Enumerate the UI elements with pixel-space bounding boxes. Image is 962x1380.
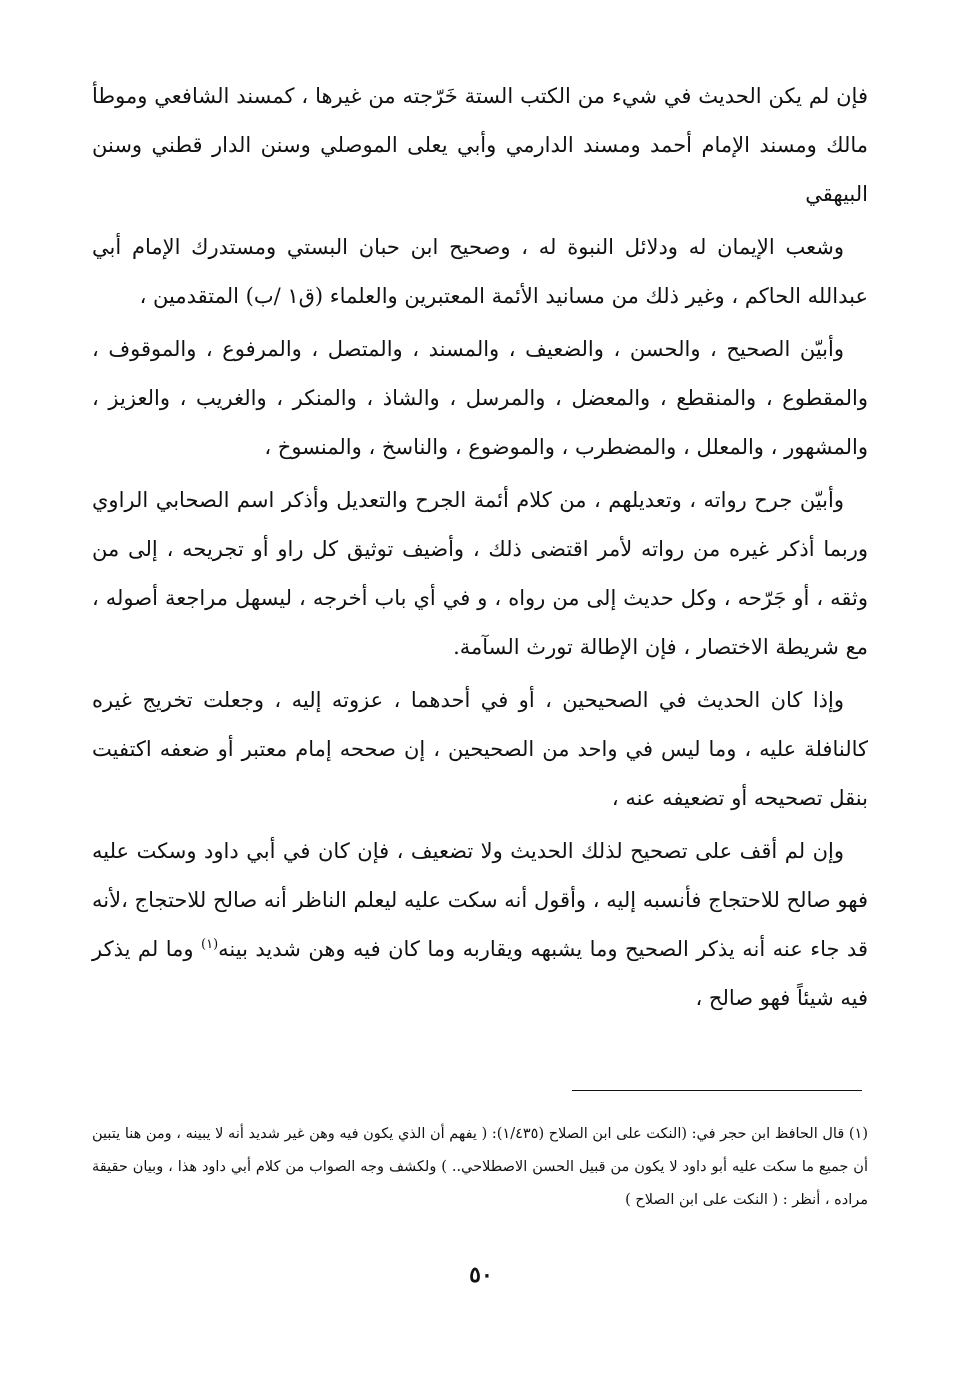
- paragraph-6-text-before: وإن لم أقف على تصحيح لذلك الحديث ولا تضعيف ، فإن كان في أبي داود وسكت عليه فهو صالح للاحتجاج فأنسبه إليه ، وأقول أنه سكت عليه ليعلم الناظر أنه صالح للاحتجاج ،لأنه قد جاء عنه أنه يذكر الصحيح وما يشبهه ويقاربه وما كان فيه وهن شديد بينه: [92, 839, 868, 961]
- footnote-reference[interactable]: (١): [201, 937, 219, 952]
- footnote: (١) قال الحافظ ابن حجر في: (النكت على ابن الصلاح (١/٤٣٥): ( يفهم أن الذي يكون فيه وهن غير شديد أنه لا يبينه ، ومن هنا يتبين أن جميع ما سكت عليه أبو داود لا يكون من قبيل الحسن الاصطلاحي.. ) ولكشف وجه الصواب من كلام أبي داود هذا ، وبيان حقيقة مراده ، أنظر : ( النكت على ابن الصلاح ): [92, 1126, 868, 1208]
- paragraph-4: وأبيّن جرح رواته ، وتعديلهم ، من كلام أئمة الجرح والتعديل وأذكر اسم الصحابي الراوي وربما أذكر غيره من رواته لأمر اقتضى ذلك ، وأضيف توثيق كل راو أو تجريحه ، إلى من وثقه ، أو جَرّحه ، وكل حديث إلى من رواه ، و في أي باب أخرجه ، ليسهل مراجعة أصوله ، مع شريطة الاختصار ، فإن الإطالة تورث السآمة.: [92, 488, 868, 659]
- page-number: ٥٠: [469, 1262, 493, 1288]
- paragraph-5: وإذا كان الحديث في الصحيحين ، أو في أحدهما ، عزوته إليه ، وجعلت تخريج غيره كالنافلة عليه ، وما ليس في واحد من الصحيحين ، إن صححه إمام معتبر أو ضعفه اكتفيت بنقل تصحيحه أو تضعيفه عنه ،: [92, 688, 868, 810]
- paragraph-3: وأبيّن الصحيح ، والحسن ، والضعيف ، والمسند ، والمتصل ، والمرفوع ، والموقوف ، والمقطوع ، والمنقطع ، والمعضل ، والمرسل ، والشاذ ، والمنكر ، والغريب ، والعزيز ، والمشهور ، والمعلل ، والمضطرب ، والموضوع ، والناسخ ، والمنسوخ ،: [92, 337, 868, 459]
- paragraph-6: [92, 827, 868, 1023]
- paragraph-6-text-after: وما لم يذكر فيه شيئاً فهو صالح ،: [92, 937, 868, 1010]
- footnote-separator: [572, 1090, 862, 1091]
- paragraph-2: وشعب الإيمان له ودلائل النبوة له ، وصحيح ابن حبان البستي ومستدرك الإمام أبي عبدالله الحاكم ، وغير ذلك من مسانيد الأئمة المعتبرين والعلماء (ق١ /ب) المتقدمين ،: [92, 235, 868, 308]
- main-text: [92, 72, 868, 1027]
- paragraph-1: فإن لم يكن الحديث في شيء من الكتب الستة خَرّجته من غيرها ، كمسند الشافعي وموطأ مالك ومسند الإمام أحمد ومسند الدارمي وأبي يعلى الموصلي وسنن الدار قطني وسنن البيهقي: [92, 84, 868, 206]
